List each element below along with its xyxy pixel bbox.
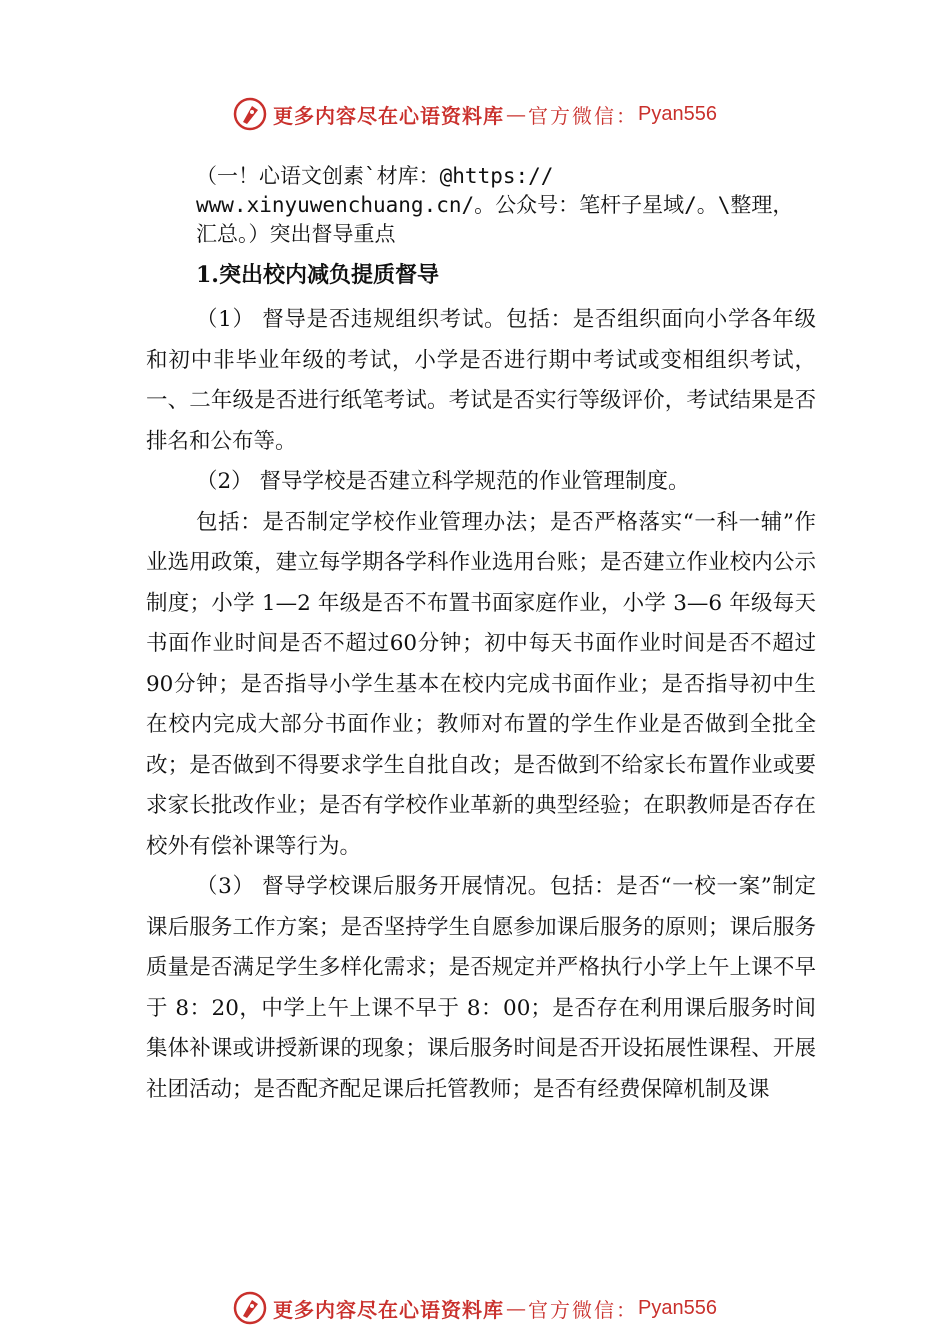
footer-banner — [0, 1288, 950, 1328]
source-note — [196, 162, 876, 249]
banner-dash: — — [506, 1296, 527, 1320]
paragraph: （2） 督导学校是否建立科学规范的作业管理制度。 — [196, 469, 690, 494]
document-body — [146, 300, 816, 1110]
source-note-line: www.xinyuwenchuang.cn/。公众号：笔杆子星域/。\整理， — [196, 193, 794, 217]
paragraph: （1） 督导是否违规组织考试。包括：是否组织面向小学各年级和初中非毕业年级的考试，小学是否进行期中考试或变相组织考试，一、二年级是否进行纸笔考试。考试是否实行等级评价，考试结果是否排名和公布等。 — [146, 307, 816, 454]
banner-dash: — — [506, 102, 527, 126]
paragraph: 包括：是否制定学校作业管理办法；是否严格落实“一科一辅”作业选用政策，建立每学期各学科作业选用台账；是否建立作业校内公示制度；小学 1—2 年级是否不布置书面家庭作业，小学 3—6 年级每天书面作业时间是否不超过60分钟；初中每天书面作业时间是否不超过 90分钟；是否指导小学生基本在校内完成书面作业；是否指导初中生在校内完成大部分书面作业；教师对布置的学生作业是否做到全批全改；是否做到不得要求学生自批自改；是否做到不给家长布置作业或要求家长批改作业；是否有学校作业革新的典型经验；在职教师是否存在校外有偿补课等行为。 — [146, 509, 816, 859]
banner-wechat-label: 官方微信： — [528, 103, 639, 128]
header-banner — [0, 94, 950, 134]
source-note-line: （一！心语文创素`材库：@https:// — [196, 164, 554, 188]
banner-slogan: 更多内容尽在心语资料库 — [273, 103, 505, 128]
banner-wechat-label: 官方微信： — [528, 1297, 639, 1322]
section-heading: 1.突出校内减负提质督导 — [196, 262, 439, 288]
paragraph: （3） 督导学校课后服务开展情况。包括：是否“一校一案”制定课后服务工作方案；是否坚持学生自愿参加课后服务的原则；课后服务质量是否满足学生多样化需求；是否规定并严格执行小学上午上课不早于 8：20，中学上午上课不早于 8：00；是否存在利用课后服务时间集体补课或讲授新课的现象；课后服务时间是否开设拓展性课程、开展社团活动；是否配齐配足课后托管教师；是否有经费保障机制及课 — [146, 874, 816, 1102]
banner-wechat-id: Pyan556 — [638, 1296, 717, 1319]
source-note-line: 汇总。）突出督导重点 — [196, 222, 396, 246]
pen-nib-logo-icon — [233, 97, 267, 131]
banner-slogan: 更多内容尽在心语资料库 — [273, 1297, 505, 1322]
banner-wechat-id: Pyan556 — [638, 102, 717, 125]
pen-nib-logo-icon — [233, 1291, 267, 1325]
